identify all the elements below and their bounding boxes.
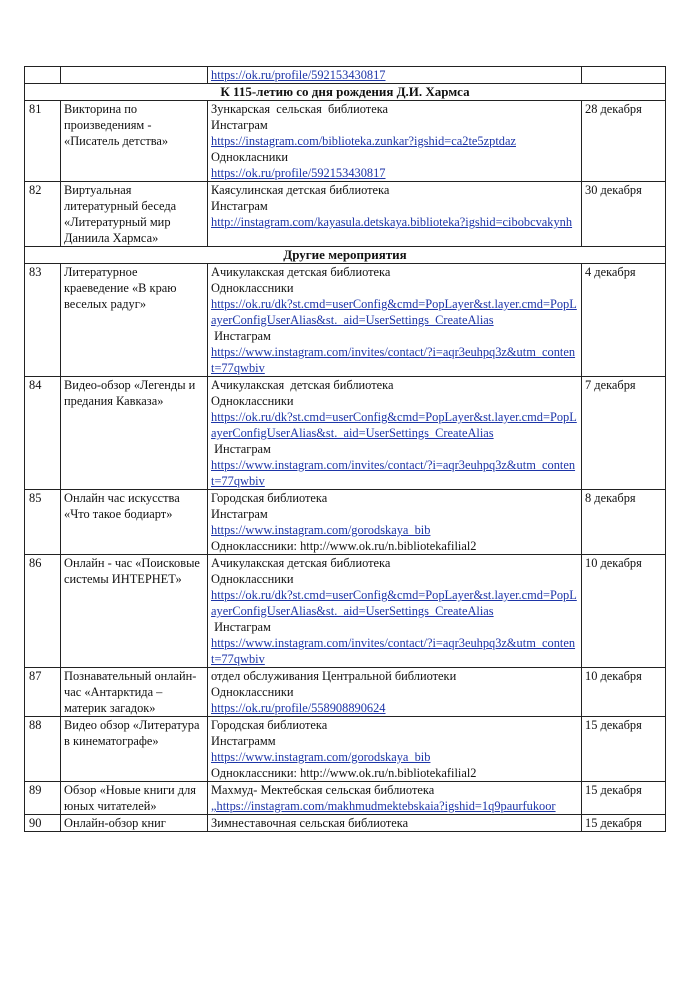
social-link[interactable]: https://ok.ru/dk?st.cmd=userConfig&cmd=PopLayer&st.layer.cmd=PopLayerConfigUserAlias&st._aid=UserSettings_CreateAlias (211, 297, 577, 327)
event-date (582, 67, 666, 84)
social-link[interactable]: https://instagram.com/biblioteka.zunkar?igshid=ca2te5zptdaz (211, 134, 516, 148)
event-date: 8 декабря (582, 490, 666, 555)
event-title: Видео обзор «Литература в кинематографе» (61, 717, 208, 782)
event-venue-links (208, 782, 582, 815)
events-table (24, 66, 666, 832)
venue-text: Инстаграм (211, 118, 268, 132)
event-date: 15 декабря (582, 782, 666, 815)
venue-text: Зимнеставочная сельская библиотека (211, 816, 409, 830)
table-row (25, 101, 666, 182)
table-row (25, 377, 666, 490)
events-table-body (25, 67, 666, 832)
social-link[interactable]: https://www.instagram.com/invites/contact/?i=aqr3euhpq3z&utm_content=77qwbiv (211, 636, 576, 666)
event-number: 82 (25, 182, 61, 247)
social-link[interactable]: https://ok.ru/dk?st.cmd=userConfig&cmd=PopLayer&st.layer.cmd=PopLayerConfigUserAlias&st._aid=UserSettings_CreateAlias (211, 410, 577, 440)
event-venue-links (208, 815, 582, 832)
social-link[interactable]: https://www.instagram.com/invites/contact/?i=aqr3euhpq3z&utm_content=77qwbiv (211, 345, 576, 375)
venue-text: Ачикулакская детская библиотека (211, 556, 391, 570)
event-date: 15 декабря (582, 717, 666, 782)
event-date: 15 декабря (582, 815, 666, 832)
venue-text: Ачикулакская детская библиотека (211, 265, 391, 279)
venue-text: Зункарская сельская библиотека (211, 102, 389, 116)
venue-text: Однокласники (211, 150, 289, 164)
event-venue-links (208, 182, 582, 247)
event-title: Онлайн - час «Поисковые системы ИНТЕРНЕТ» (61, 555, 208, 668)
section-header-row (25, 84, 666, 101)
table-row (25, 182, 666, 247)
event-date: 10 декабря (582, 555, 666, 668)
venue-text: Инстаграм (211, 329, 271, 343)
social-link[interactable]: https://www.instagram.com/gorodskaya_bib (211, 750, 431, 764)
venue-text: отдел обслуживания Центральной библиотеки (211, 669, 457, 683)
event-venue-links (208, 67, 582, 84)
table-row (25, 782, 666, 815)
social-link[interactable]: https://www.instagram.com/invites/contact/?i=aqr3euhpq3z&utm_content=77qwbiv (211, 458, 576, 488)
event-number: 90 (25, 815, 61, 832)
venue-text: Инстаграм (211, 442, 271, 456)
venue-text: Одноклассники (211, 394, 294, 408)
venue-text: Одноклассники (211, 685, 294, 699)
social-link[interactable]: https://ok.ru/dk?st.cmd=userConfig&cmd=PopLayer&st.layer.cmd=PopLayerConfigUserAlias&st._aid=UserSettings_CreateAlias (211, 588, 577, 618)
social-link[interactable]: http://instagram.com/kayasula.detskaya.biblioteka?igshid=cibobcvakynh (211, 215, 573, 229)
event-venue-links (208, 264, 582, 377)
venue-text: Инстаграмм (211, 734, 276, 748)
social-link[interactable]: „https://instagram.com/makhmudmektebskaia?igshid=1q9paurfukoor (211, 799, 556, 813)
event-number: 81 (25, 101, 61, 182)
venue-text: Каясулинская детская библиотека (211, 183, 390, 197)
social-link[interactable]: https://ok.ru/profile/592153430817 (211, 68, 386, 82)
table-row (25, 717, 666, 782)
venue-text: Махмуд- Мектебская сельская библиотека (211, 783, 435, 797)
venue-text: Инстаграм (211, 620, 271, 634)
social-link[interactable]: https://www.instagram.com/gorodskaya_bib (211, 523, 431, 537)
event-number: 86 (25, 555, 61, 668)
event-number: 84 (25, 377, 61, 490)
event-title: Видео-обзор «Легенды и предания Кавказа» (61, 377, 208, 490)
event-number: 83 (25, 264, 61, 377)
table-row (25, 490, 666, 555)
event-venue-links (208, 717, 582, 782)
event-number: 89 (25, 782, 61, 815)
venue-text: Инстаграм (211, 199, 268, 213)
event-title: Виртуальная литературный беседа «Литературный мир Даниила Хармса» (61, 182, 208, 247)
event-number: 87 (25, 668, 61, 717)
event-venue-links (208, 668, 582, 717)
venue-text: Ачикулакская детская библиотека (211, 378, 394, 392)
event-title: Литературное краеведение «В краю веселых радуг» (61, 264, 208, 377)
event-venue-links (208, 555, 582, 668)
event-date: 30 декабря (582, 182, 666, 247)
event-date: 4 декабря (582, 264, 666, 377)
social-link[interactable]: https://ok.ru/profile/558908890624 (211, 701, 386, 715)
event-title: Онлайн час искусства «Что такое бодиарт» (61, 490, 208, 555)
social-url-text: http://www.ok.ru/n.bibliotekafilial2 (300, 539, 477, 553)
table-row (25, 668, 666, 717)
table-row (25, 815, 666, 832)
venue-text: Одноклассники (211, 281, 294, 295)
event-number (25, 67, 61, 84)
event-number: 85 (25, 490, 61, 555)
event-number: 88 (25, 717, 61, 782)
event-title (61, 67, 208, 84)
section-title: К 115-летию со дня рождения Д.И. Хармса (25, 84, 666, 101)
event-title: Познавательный онлайн-час «Антарктида – материк загадок» (61, 668, 208, 717)
table-row (25, 67, 666, 84)
venue-text: Городская библиотека (211, 718, 328, 732)
venue-text: Городская библиотека (211, 491, 328, 505)
table-row (25, 264, 666, 377)
event-title: Онлайн-обзор книг (61, 815, 208, 832)
social-url-text: http://www.ok.ru/n.bibliotekafilial2 (300, 766, 477, 780)
event-venue-links (208, 490, 582, 555)
event-title: Обзор «Новые книги для юных читателей» (61, 782, 208, 815)
section-title: Другие мероприятия (25, 247, 666, 264)
event-venue-links (208, 377, 582, 490)
table-row (25, 555, 666, 668)
social-link-line (211, 538, 578, 554)
social-label: Одноклассники: (211, 766, 301, 780)
event-date: 28 декабря (582, 101, 666, 182)
event-date: 7 декабря (582, 377, 666, 490)
social-link-line (211, 765, 578, 781)
section-header-row (25, 247, 666, 264)
social-label: Одноклассники: (211, 539, 301, 553)
venue-text: Одноклассники (211, 572, 294, 586)
venue-text: Инстаграм (211, 507, 268, 521)
social-link[interactable]: https://ok.ru/profile/592153430817 (211, 166, 386, 180)
event-date: 10 декабря (582, 668, 666, 717)
event-title: Викторина по произведениям - «Писатель детства» (61, 101, 208, 182)
event-venue-links (208, 101, 582, 182)
